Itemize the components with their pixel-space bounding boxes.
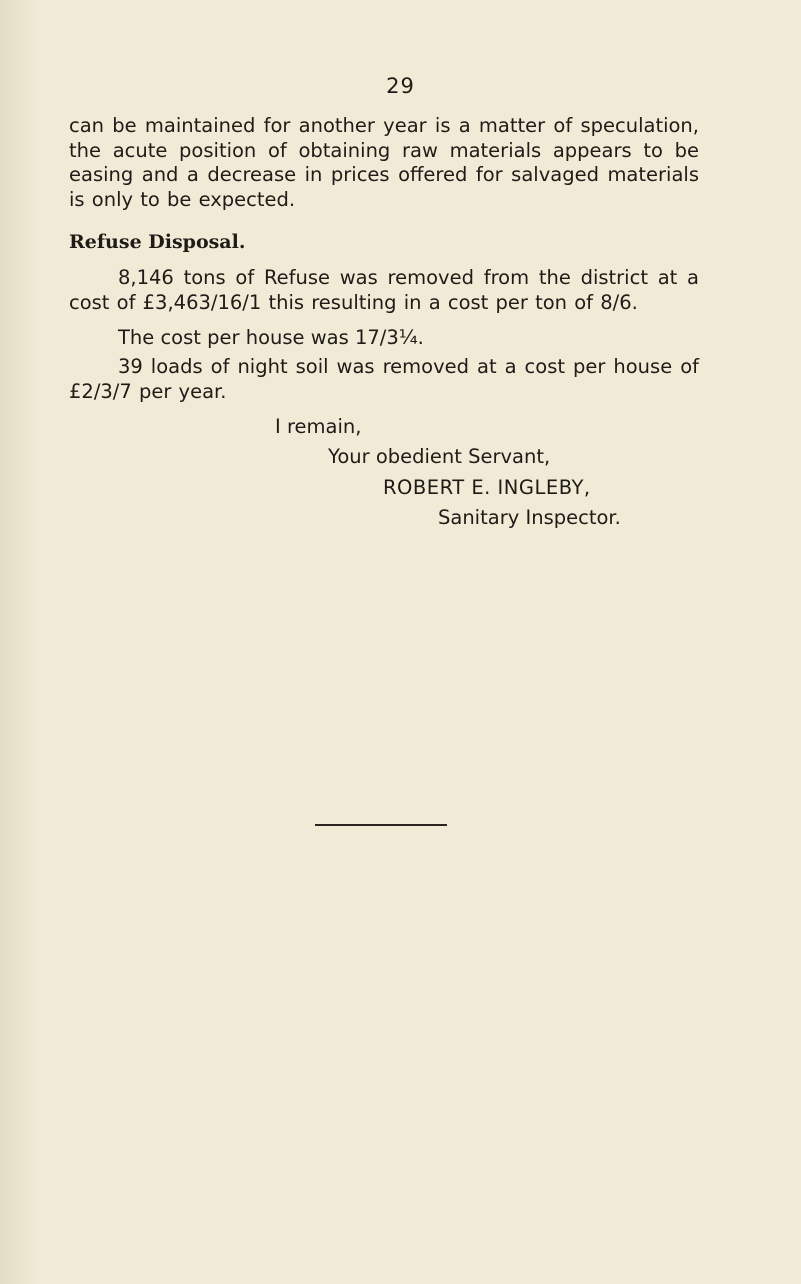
- closing-remain: I remain,: [275, 415, 362, 438]
- section-heading: Refuse Disposal.: [69, 231, 246, 253]
- refuse-paragraph: 8,146 tons of Refuse was removed from the district at a cost of £3,463/16/1 this resulting in a cost per ton of 8/6.: [69, 266, 699, 314]
- opening-paragraph: can be maintained for another year is a matter of speculation, the acute position of obtaining raw materials appears to be easing and a decrease in prices offered for salvaged materials is only to be expected.: [69, 114, 699, 211]
- closing-servant: Your obedient Servant,: [328, 445, 551, 468]
- page-number: 29: [386, 74, 415, 98]
- end-rule-divider: [315, 824, 447, 826]
- cost-per-house-line: The cost per house was 17/3¼.: [118, 326, 424, 349]
- night-soil-paragraph: 39 loads of night soil was removed at a cost per house of £2/3/7 per year.: [69, 355, 699, 403]
- signatory-name: ROBERT E. INGLEBY,: [383, 476, 591, 499]
- signatory-title: Sanitary Inspector.: [438, 506, 621, 529]
